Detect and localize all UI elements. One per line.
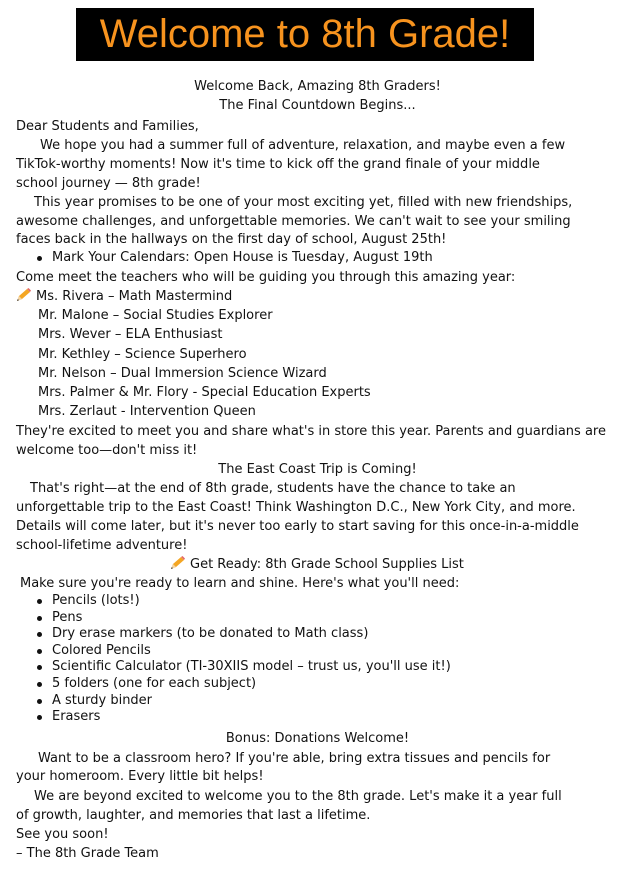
salutation: Dear Students and Families, <box>16 119 199 134</box>
intro-p2-line: faces back in the hallways on the first day of school, August 25th! <box>16 232 447 247</box>
supply-item: Colored Pencils <box>52 643 451 660</box>
teacher-item: Mrs. Wever – ELA Enthusiast <box>38 327 223 342</box>
signature: – The 8th Grade Team <box>16 846 159 861</box>
pencil-icon <box>16 288 32 302</box>
supplies-list <box>52 593 451 726</box>
see-you-soon: See you soon! <box>16 827 109 842</box>
donations-line: your homeroom. Every little bit helps! <box>16 769 264 784</box>
trip-line: That's right—at the end of 8th grade, students have the chance to take an <box>30 481 516 496</box>
supply-item: A sturdy binder <box>52 693 451 710</box>
supplies-heading-text: Get Ready: 8th Grade School Supplies List <box>190 557 464 572</box>
donations-line: Want to be a classroom hero? If you're able, bring extra tissues and pencils for <box>38 751 551 766</box>
teacher-item: Mr. Nelson – Dual Immersion Science Wizard <box>38 366 327 381</box>
closing-line: We are beyond excited to welcome you to the 8th grade. Let's make it a year full <box>34 789 562 804</box>
intro-p2-line: awesome challenges, and unforgettable memories. We can't wait to see your smiling <box>16 214 571 229</box>
intro-p1-line: We hope you had a summer full of adventure, relaxation, and maybe even a few <box>40 138 566 153</box>
intro-p1-line: TikTok-worthy moments! Now it's time to kick off the grand finale of your middle <box>16 157 540 172</box>
teachers-outro-line: welcome too—don't miss it! <box>16 443 198 458</box>
calendar-list <box>52 250 433 267</box>
supply-item: 5 folders (one for each subject) <box>52 676 451 693</box>
teachers-outro-line: They're excited to meet you and share what's in store this year. Parents and guardians are <box>16 424 606 439</box>
supply-item: Scientific Calculator (TI-30XIIS model – trust us, you'll use it!) <box>52 659 451 675</box>
intro-p2-line: This year promises to be one of your most exciting yet, filled with new friendships, <box>34 195 573 210</box>
teacher-item: Mrs. Palmer & Mr. Flory - Special Education Experts <box>38 385 371 400</box>
teacher-item <box>16 287 232 306</box>
supply-item: Dry erase markers (to be donated to Math class) <box>52 626 451 643</box>
teacher-item: Mr. Kethley – Science Superhero <box>38 347 247 362</box>
teachers-intro: Come meet the teachers who will be guiding you through this amazing year: <box>16 270 516 285</box>
trip-line: unforgettable trip to the East Coast! Think Washington D.C., New York City, and more. <box>16 500 576 515</box>
intro-subheading: The Final Countdown Begins... <box>219 98 416 113</box>
teacher-name: Ms. Rivera – Math Mastermind <box>36 289 233 304</box>
banner-title: Welcome to 8th Grade! <box>76 8 534 61</box>
supply-item: Pens <box>52 610 451 627</box>
intro-p1-line: school journey — 8th grade! <box>16 176 201 191</box>
supplies-heading <box>170 555 464 574</box>
trip-line: Details will come later, but it's never too early to start saving for this once-in-a-middle <box>16 519 579 534</box>
intro-heading: Welcome Back, Amazing 8th Graders! <box>194 79 441 94</box>
supply-item: Pencils (lots!) <box>52 593 451 610</box>
donations-heading: Bonus: Donations Welcome! <box>225 731 410 746</box>
teacher-item: Mrs. Zerlaut - Intervention Queen <box>38 404 256 419</box>
calendar-note: Mark Your Calendars: Open House is Tuesday, August 19th <box>52 250 433 265</box>
supplies-intro: Make sure you're ready to learn and shine. Here's what you'll need: <box>20 576 460 591</box>
trip-heading: The East Coast Trip is Coming! <box>218 462 417 477</box>
teacher-item: Mr. Malone – Social Studies Explorer <box>38 308 273 323</box>
supply-item: Erasers <box>52 709 451 726</box>
pencil-icon <box>170 556 186 570</box>
trip-line: school-lifetime adventure! <box>16 538 188 553</box>
closing-line: of growth, laughter, and memories that last a lifetime. <box>16 808 371 823</box>
